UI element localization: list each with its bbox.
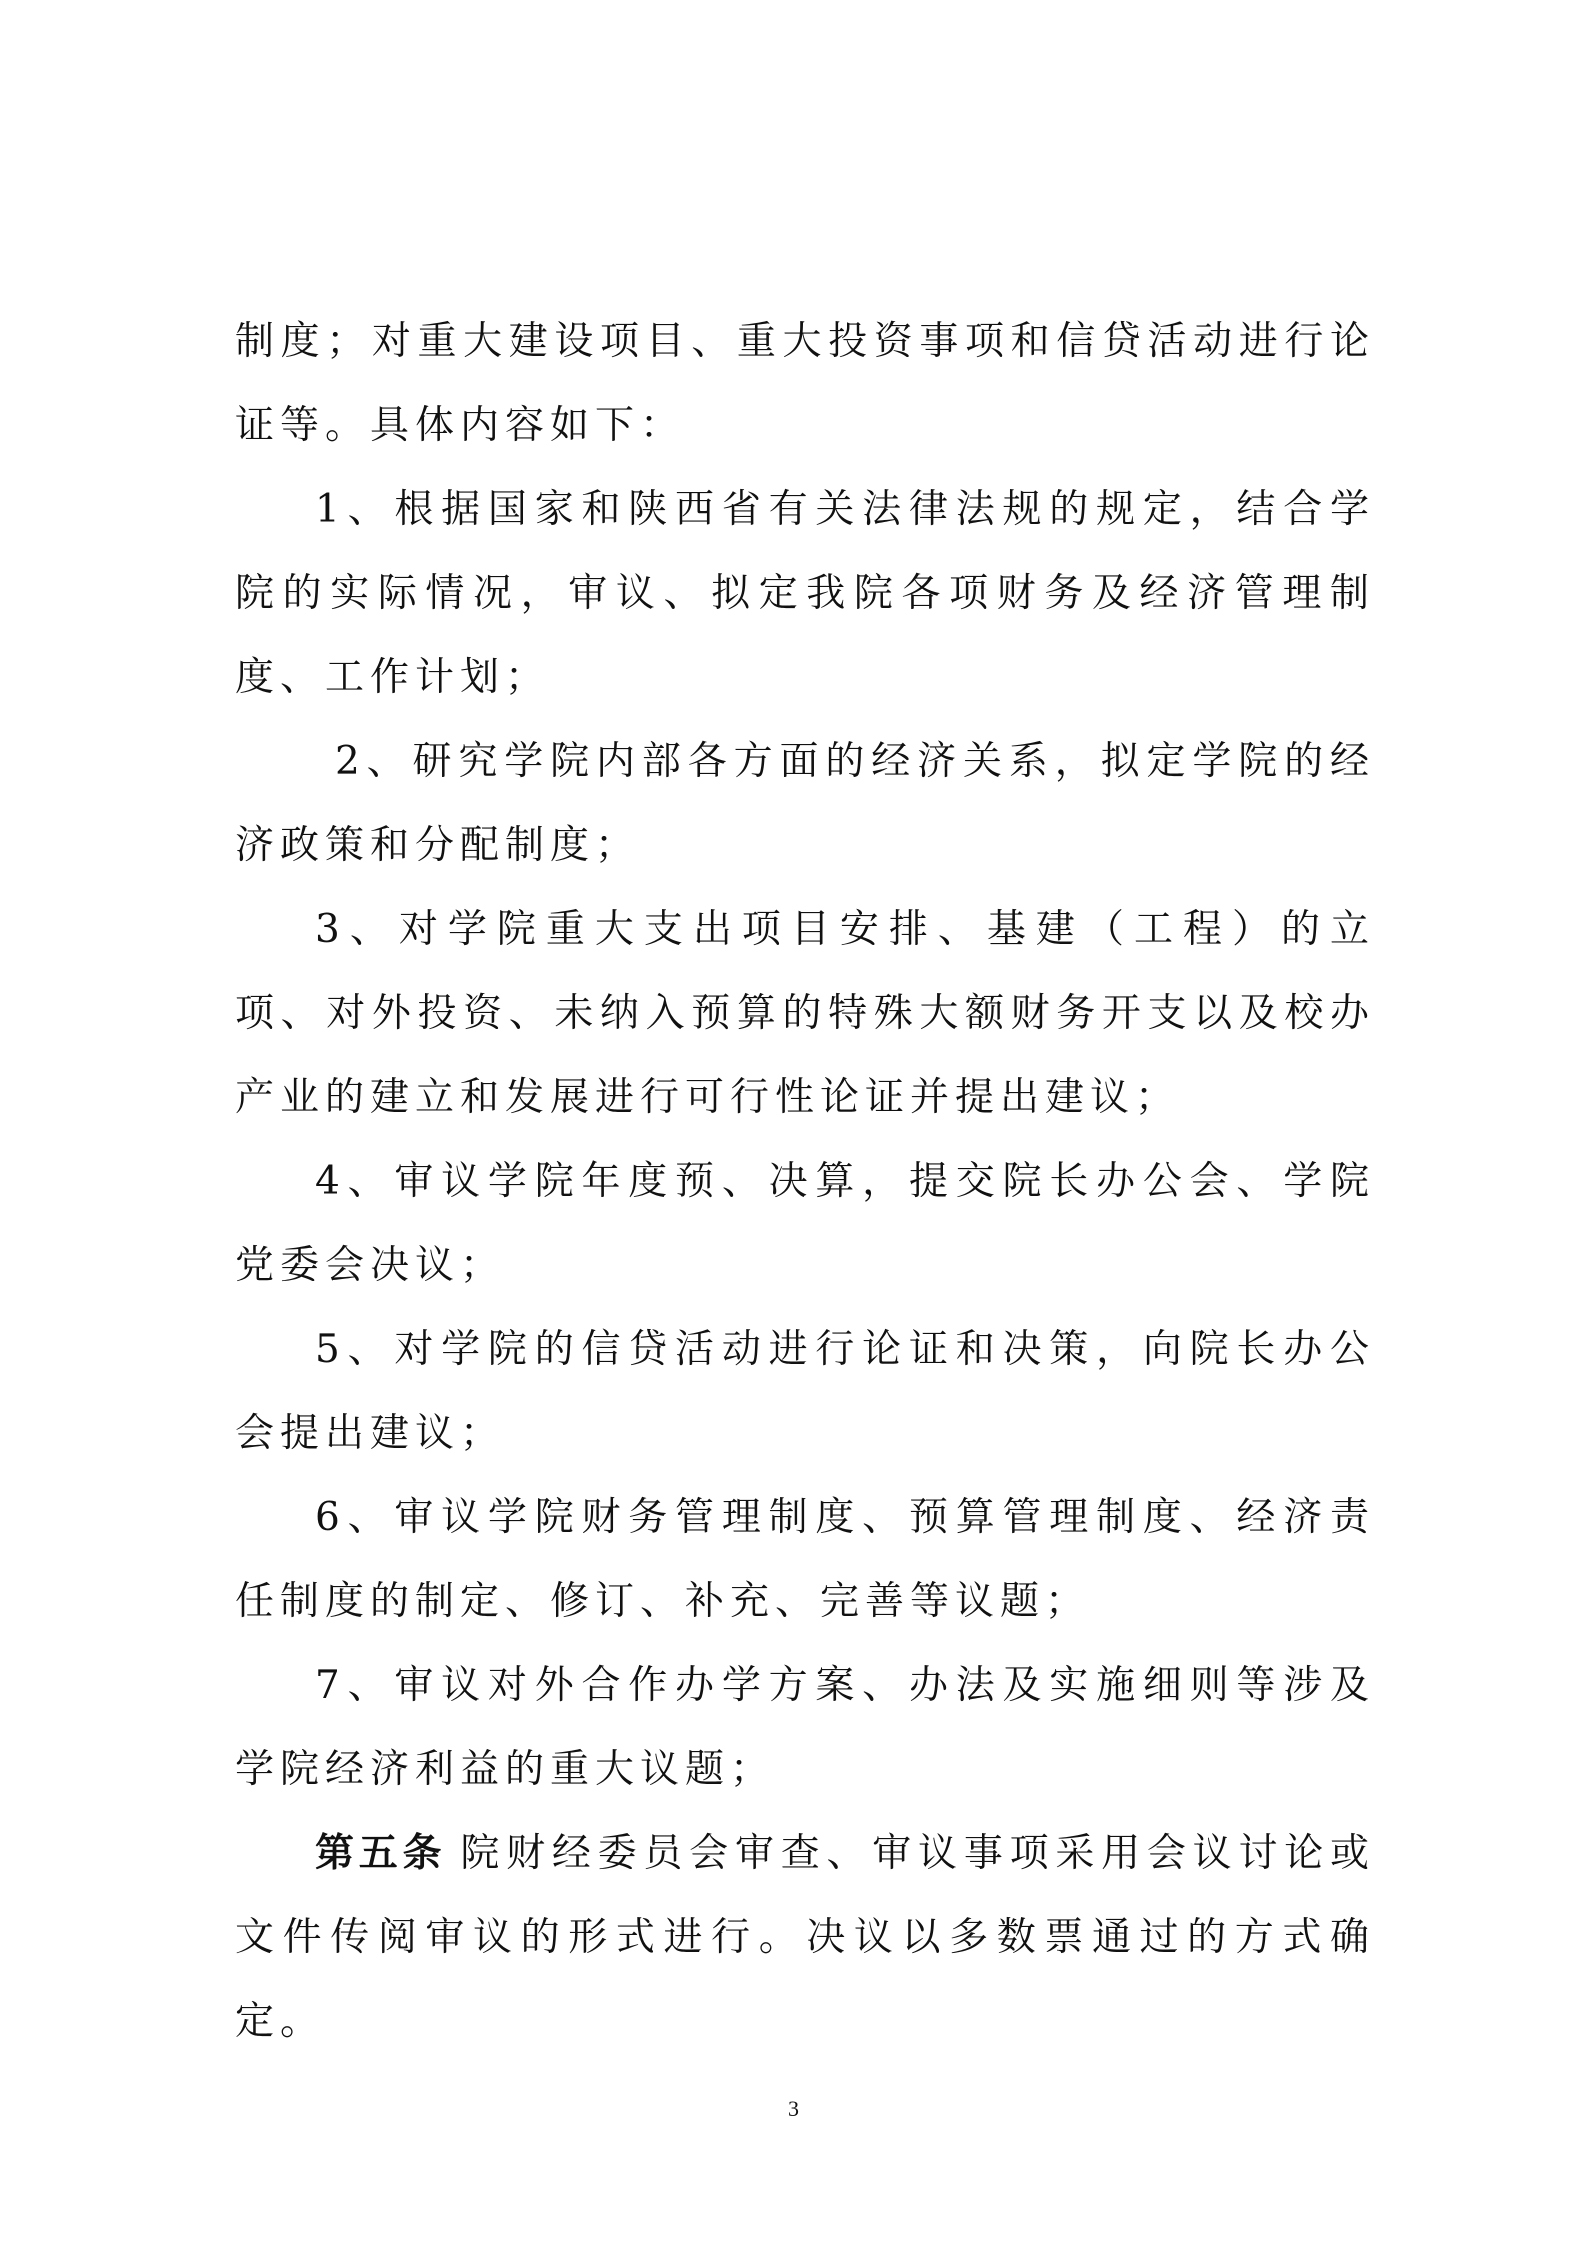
list-item-6: 6、审议学院财务管理制度、预算管理制度、经济责任制度的制定、修订、补充、完善等议题； <box>235 1495 1375 1624</box>
list-item-2: 2、研究学院内部各方面的经济关系，拟定学院的经济政策和分配制度； <box>235 739 1375 868</box>
list-item-1: 1、根据国家和陕西省有关法律法规的规定，结合学院的实际情况，审议、拟定我院各项财务及经济管理制度、工作计划； <box>235 487 1375 700</box>
paragraph-continuation: 制度；对重大建设项目、重大投资事项和信贷活动进行论证等。具体内容如下： <box>235 319 1375 448</box>
list-item-3: 3、对学院重大支出项目安排、基建（工程）的立项、对外投资、未纳入预算的特殊大额财务开支以及校办产业的建立和发展进行可行性论证并提出建议； <box>235 907 1375 1120</box>
list-item-4: 4、审议学院年度预、决算，提交院长办公会、学院党委会决议； <box>235 1159 1375 1288</box>
list-item-5: 5、对学院的信贷活动进行论证和决策，向院长办公会提出建议； <box>235 1327 1375 1456</box>
article-five-heading: 第五条 <box>315 1831 447 1876</box>
article-five-text: 院财经委员会审查、审议事项采用会议讨论或文件传阅审议的形式进行。决议以多数票通过的方式确定。 <box>235 1831 1375 2044</box>
list-item-7: 7、审议对外合作办学方案、办法及实施细则等涉及学院经济利益的重大议题； <box>235 1663 1375 1792</box>
page-number: 3 <box>788 2096 799 2121</box>
article-five <box>235 1812 1375 2064</box>
document-body <box>235 300 1375 2064</box>
